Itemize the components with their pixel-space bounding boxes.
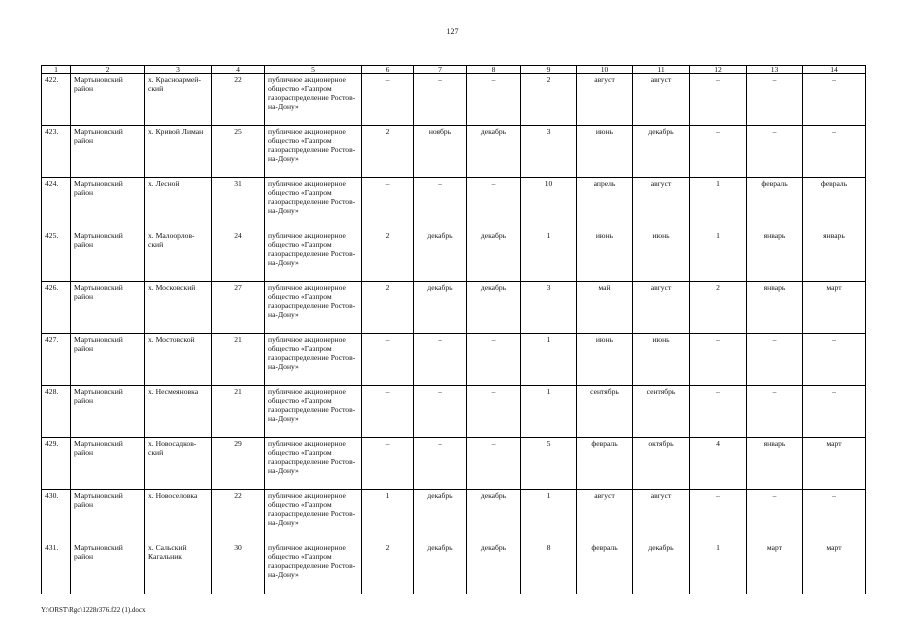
table-row — [42, 334, 866, 386]
col13-cell: январь — [747, 230, 803, 282]
column-number-13: 13 — [747, 66, 803, 74]
col11-cell: август — [633, 282, 690, 334]
organization-cell: публичное акционерное общество «Газпром газораспределение Ростов-на-Дону» — [265, 542, 362, 594]
settlement-cell: х. Новосадков-ский — [145, 438, 212, 490]
col14-cell: март — [803, 438, 866, 490]
col13-cell: март — [747, 542, 803, 594]
col6-cell: – — [362, 178, 414, 231]
col7-cell: декабрь — [414, 282, 467, 334]
col8-cell: – — [467, 386, 521, 438]
col8-cell: декабрь — [467, 542, 521, 594]
district-cell: Мартыновский район — [71, 542, 145, 594]
organization-cell: публичное акционерное общество «Газпром газораспределение Ростов-на-Дону» — [265, 126, 362, 178]
col12-cell: 1 — [690, 230, 747, 282]
count-cell: 21 — [212, 334, 265, 386]
table-row — [42, 282, 866, 334]
col7-cell: декабрь — [414, 230, 467, 282]
col10-cell: февраль — [577, 438, 633, 490]
col9-cell: 1 — [521, 230, 577, 282]
col13-cell: – — [747, 386, 803, 438]
settlement-cell: х. Московский — [145, 282, 212, 334]
col9-cell: 3 — [521, 282, 577, 334]
col13-cell: – — [747, 74, 803, 126]
table-row — [42, 438, 866, 490]
row-number: 425. — [42, 230, 71, 282]
table-body — [42, 74, 866, 595]
col11-cell: декабрь — [633, 542, 690, 594]
column-number-3: 3 — [145, 66, 212, 74]
col6-cell: 2 — [362, 230, 414, 282]
col13-cell: – — [747, 126, 803, 178]
col13-cell: – — [747, 490, 803, 543]
col6-cell: – — [362, 74, 414, 126]
col6-cell: – — [362, 386, 414, 438]
column-number-7: 7 — [414, 66, 467, 74]
col9-cell: 5 — [521, 438, 577, 490]
settlement-cell: х. Красноармей-ский — [145, 74, 212, 126]
col9-cell: 8 — [521, 542, 577, 594]
col6-cell: 1 — [362, 490, 414, 543]
organization-cell: публичное акционерное общество «Газпром газораспределение Ростов-на-Дону» — [265, 178, 362, 231]
col12-cell: 1 — [690, 178, 747, 231]
col12-cell: – — [690, 126, 747, 178]
col11-cell: август — [633, 178, 690, 231]
district-cell: Мартыновский район — [71, 334, 145, 386]
col14-cell: – — [803, 74, 866, 126]
col6-cell: 2 — [362, 126, 414, 178]
col6-cell: – — [362, 334, 414, 386]
col7-cell: – — [414, 178, 467, 231]
col7-cell: декабрь — [414, 542, 467, 594]
col6-cell: 2 — [362, 282, 414, 334]
count-cell: 22 — [212, 490, 265, 543]
col7-cell: – — [414, 334, 467, 386]
district-cell: Мартыновский район — [71, 230, 145, 282]
table-row — [42, 386, 866, 438]
col12-cell: – — [690, 334, 747, 386]
col13-cell: февраль — [747, 178, 803, 231]
organization-cell: публичное акционерное общество «Газпром газораспределение Ростов-на-Дону» — [265, 386, 362, 438]
col8-cell: – — [467, 334, 521, 386]
col12-cell: 4 — [690, 438, 747, 490]
row-number: 428. — [42, 386, 71, 438]
col8-cell: декабрь — [467, 282, 521, 334]
district-cell: Мартыновский район — [71, 74, 145, 126]
col12-cell: – — [690, 74, 747, 126]
column-number-14: 14 — [803, 66, 866, 74]
col14-cell: март — [803, 282, 866, 334]
organization-cell: публичное акционерное общество «Газпром газораспределение Ростов-на-Дону» — [265, 334, 362, 386]
col11-cell: июнь — [633, 334, 690, 386]
row-number: 424. — [42, 178, 71, 231]
column-number-12: 12 — [690, 66, 747, 74]
col14-cell: – — [803, 126, 866, 178]
district-cell: Мартыновский район — [71, 282, 145, 334]
col7-cell: декабрь — [414, 490, 467, 543]
column-number-2: 2 — [71, 66, 145, 74]
col10-cell: май — [577, 282, 633, 334]
column-number-4: 4 — [212, 66, 265, 74]
district-cell: Мартыновский район — [71, 386, 145, 438]
col14-cell: март — [803, 542, 866, 594]
district-cell: Мартыновский район — [71, 126, 145, 178]
col9-cell: 10 — [521, 178, 577, 231]
row-number: 422. — [42, 74, 71, 126]
organization-cell: публичное акционерное общество «Газпром газораспределение Ростов-на-Дону» — [265, 282, 362, 334]
col10-cell: июнь — [577, 126, 633, 178]
col11-cell: сентябрь — [633, 386, 690, 438]
col14-cell: – — [803, 334, 866, 386]
col11-cell: август — [633, 74, 690, 126]
table-row — [42, 542, 866, 594]
organization-cell: публичное акционерное общество «Газпром газораспределение Ростов-на-Дону» — [265, 438, 362, 490]
column-number-1: 1 — [42, 66, 71, 74]
col14-cell: январь — [803, 230, 866, 282]
row-number: 429. — [42, 438, 71, 490]
table-row — [42, 126, 866, 178]
register-table — [41, 65, 866, 594]
col13-cell: январь — [747, 282, 803, 334]
organization-cell: публичное акционерное общество «Газпром газораспределение Ростов-на-Дону» — [265, 74, 362, 126]
col8-cell: – — [467, 438, 521, 490]
row-number: 426. — [42, 282, 71, 334]
settlement-cell: х. Новоселовка — [145, 490, 212, 543]
table-row — [42, 178, 866, 231]
col8-cell: декабрь — [467, 230, 521, 282]
settlement-cell: х. Малоорлов-ский — [145, 230, 212, 282]
col10-cell: июнь — [577, 230, 633, 282]
col8-cell: – — [467, 74, 521, 126]
col14-cell: – — [803, 386, 866, 438]
settlement-cell: х. Кривой Лиман — [145, 126, 212, 178]
col11-cell: август — [633, 490, 690, 543]
col9-cell: 1 — [521, 490, 577, 543]
col12-cell: 1 — [690, 542, 747, 594]
col9-cell: 1 — [521, 386, 577, 438]
col6-cell: – — [362, 438, 414, 490]
district-cell: Мартыновский район — [71, 178, 145, 231]
organization-cell: публичное акционерное общество «Газпром газораспределение Ростов-на-Дону» — [265, 490, 362, 543]
col13-cell: январь — [747, 438, 803, 490]
column-number-row — [42, 66, 866, 74]
count-cell: 25 — [212, 126, 265, 178]
column-number-11: 11 — [633, 66, 690, 74]
count-cell: 27 — [212, 282, 265, 334]
col12-cell: – — [690, 490, 747, 543]
col10-cell: сентябрь — [577, 386, 633, 438]
col8-cell: декабрь — [467, 126, 521, 178]
col7-cell: ноябрь — [414, 126, 467, 178]
col10-cell: июнь — [577, 334, 633, 386]
col8-cell: – — [467, 178, 521, 231]
settlement-cell: х. Несмеяновка — [145, 386, 212, 438]
row-number: 431. — [42, 542, 71, 594]
count-cell: 30 — [212, 542, 265, 594]
settlement-cell: х. Мостовской — [145, 334, 212, 386]
row-number: 430. — [42, 490, 71, 543]
col11-cell: декабрь — [633, 126, 690, 178]
col11-cell: октябрь — [633, 438, 690, 490]
column-number-5: 5 — [265, 66, 362, 74]
col14-cell: – — [803, 490, 866, 543]
col12-cell: – — [690, 386, 747, 438]
settlement-cell: х. Лесной — [145, 178, 212, 231]
count-cell: 31 — [212, 178, 265, 231]
col9-cell: 1 — [521, 334, 577, 386]
col7-cell: – — [414, 386, 467, 438]
file-path-footer: Y:\ORST\Rgc\1228r376.f22 (1).docx — [41, 606, 146, 614]
col7-cell: – — [414, 74, 467, 126]
col8-cell: декабрь — [467, 490, 521, 543]
row-number: 423. — [42, 126, 71, 178]
table-row — [42, 74, 866, 126]
col9-cell: 3 — [521, 126, 577, 178]
column-number-6: 6 — [362, 66, 414, 74]
col12-cell: 2 — [690, 282, 747, 334]
settlement-cell: х. Сальский Кагальник — [145, 542, 212, 594]
col10-cell: август — [577, 490, 633, 543]
col6-cell: 2 — [362, 542, 414, 594]
district-cell: Мартыновский район — [71, 490, 145, 543]
organization-cell: публичное акционерное общество «Газпром газораспределение Ростов-на-Дону» — [265, 230, 362, 282]
district-cell: Мартыновский район — [71, 438, 145, 490]
count-cell: 29 — [212, 438, 265, 490]
column-number-10: 10 — [577, 66, 633, 74]
table-row — [42, 230, 866, 282]
count-cell: 24 — [212, 230, 265, 282]
page-number: 127 — [446, 27, 459, 36]
col10-cell: февраль — [577, 542, 633, 594]
col10-cell: август — [577, 74, 633, 126]
col13-cell: – — [747, 334, 803, 386]
col11-cell: июнь — [633, 230, 690, 282]
column-number-8: 8 — [467, 66, 521, 74]
col14-cell: февраль — [803, 178, 866, 231]
column-number-9: 9 — [521, 66, 577, 74]
count-cell: 21 — [212, 386, 265, 438]
col9-cell: 2 — [521, 74, 577, 126]
table-row — [42, 490, 866, 543]
col7-cell: – — [414, 438, 467, 490]
row-number: 427. — [42, 334, 71, 386]
col10-cell: апрель — [577, 178, 633, 231]
count-cell: 22 — [212, 74, 265, 126]
